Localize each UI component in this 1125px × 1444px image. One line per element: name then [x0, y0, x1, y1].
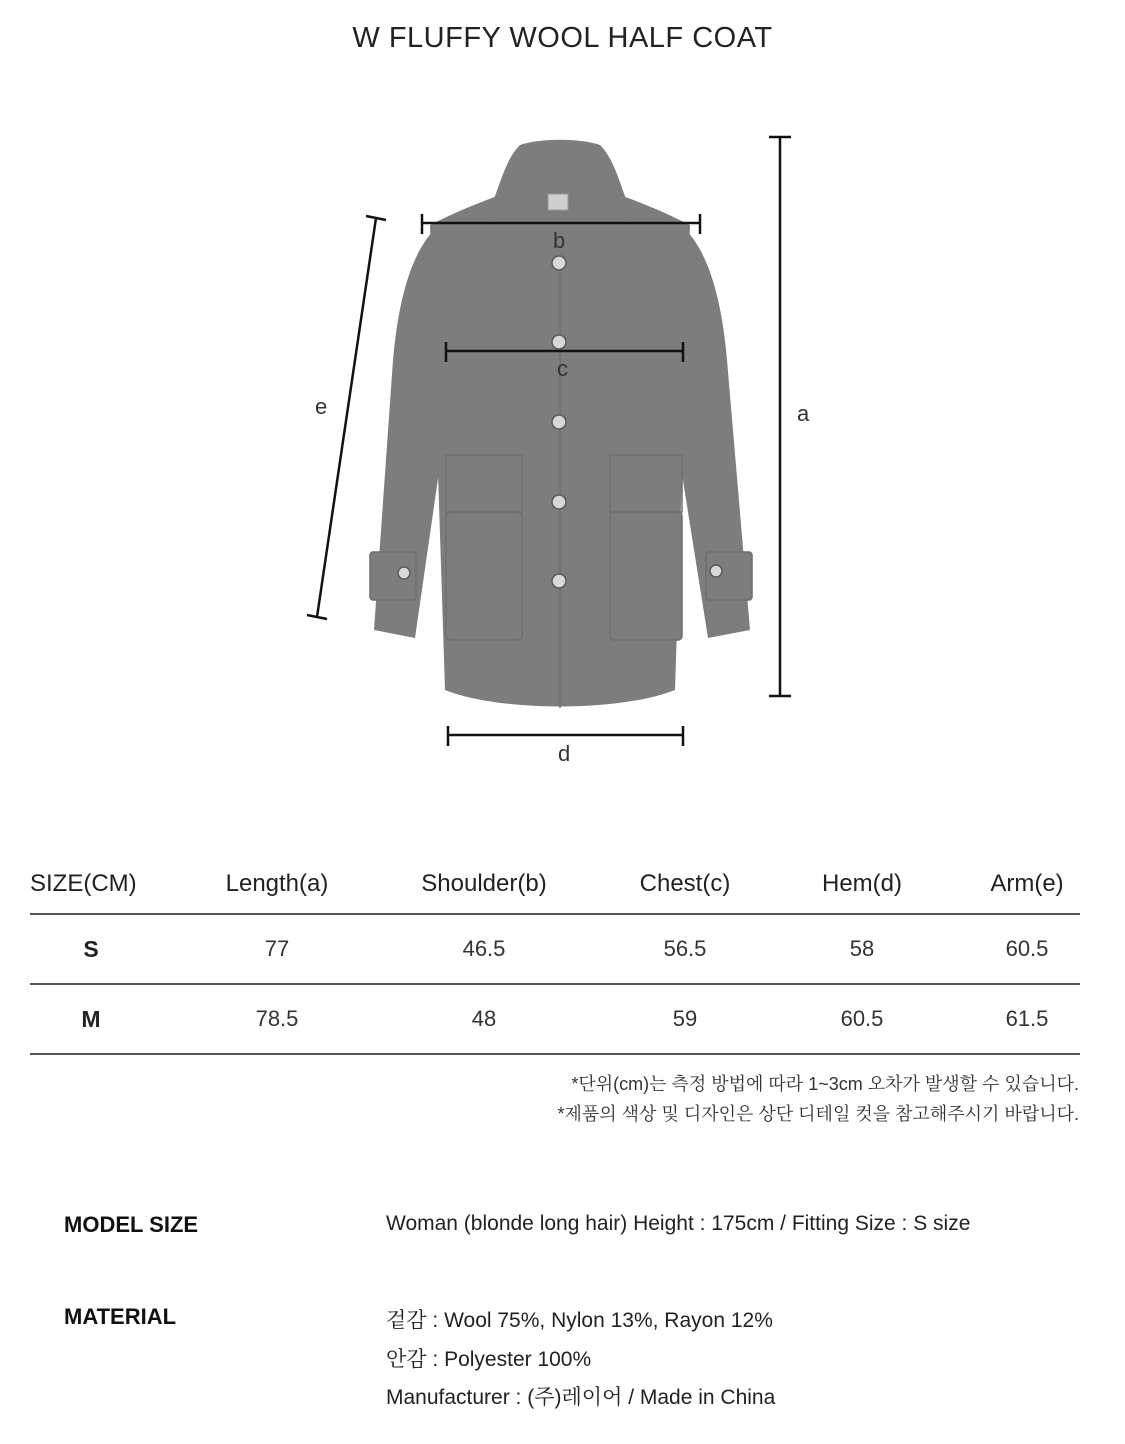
measure-label-b: b [553, 228, 566, 253]
cuff-button [398, 567, 410, 579]
size-table [30, 855, 1080, 1055]
material-line: 겉감 : Wool 75%, Nylon 13%, Rayon 12% [386, 1309, 773, 1332]
model-size-label: MODEL SIZE [64, 1212, 199, 1237]
size-value-cell: 61.5 [1005, 1006, 1049, 1031]
left-pocket [446, 512, 522, 640]
size-value-cell: 46.5 [462, 936, 506, 961]
size-table-header-cell: Arm(e) [990, 870, 1064, 897]
table-row [30, 985, 1080, 1055]
size-value-cell: 59 [672, 1006, 698, 1031]
material-line: 안감 : Polyester 100% [386, 1348, 592, 1371]
size-table-body [30, 915, 1080, 1055]
size-table-header-cell: Length(a) [225, 870, 329, 897]
measure-label-d: d [558, 741, 571, 766]
size-value-cell: 60.5 [840, 1006, 884, 1031]
measure-label-a: a [797, 401, 810, 426]
size-note-2: *제품의 색상 및 디자인은 상단 디테일 컷을 참고해주시기 바랍니다. [557, 1104, 1079, 1124]
measure-label-c: c [557, 356, 568, 381]
table-row [30, 915, 1080, 985]
right-pocket [610, 512, 682, 640]
neck-label [548, 194, 568, 210]
model-size-value: Woman (blonde long hair) Height : 175cm / Fitting Size : S size [386, 1212, 971, 1235]
size-name-cell: S [83, 935, 99, 962]
size-table-header-cell: SIZE(CM) [30, 870, 137, 897]
size-value-cell: 58 [849, 936, 875, 961]
size-value-cell: 56.5 [663, 936, 707, 961]
size-table-header [30, 855, 1080, 915]
size-name-cell: M [81, 1005, 101, 1032]
button [552, 574, 566, 588]
cuff-button [710, 565, 722, 577]
size-value-cell: 77 [264, 936, 290, 961]
button [552, 256, 566, 270]
size-value-cell: 60.5 [1005, 936, 1049, 961]
size-value-cell: 78.5 [255, 1006, 299, 1031]
size-table-header-cell: Hem(d) [821, 870, 902, 897]
size-value-cell: 48 [471, 1006, 497, 1031]
product-title: W FLUFFY WOOL HALF COAT [352, 22, 773, 54]
button [552, 415, 566, 429]
button [552, 495, 566, 509]
button [552, 335, 566, 349]
size-table-header-cell: Chest(c) [639, 870, 731, 897]
material-line: Manufacturer : (주)레이어 / Made in China [386, 1386, 776, 1409]
size-table-header-cell: Shoulder(b) [421, 870, 547, 897]
material-label: MATERIAL [64, 1304, 177, 1329]
measure-label-e: e [315, 394, 328, 419]
size-note-1: *단위(cm)는 측정 방법에 따라 1~3cm 오차가 발생할 수 있습니다. [571, 1074, 1079, 1094]
